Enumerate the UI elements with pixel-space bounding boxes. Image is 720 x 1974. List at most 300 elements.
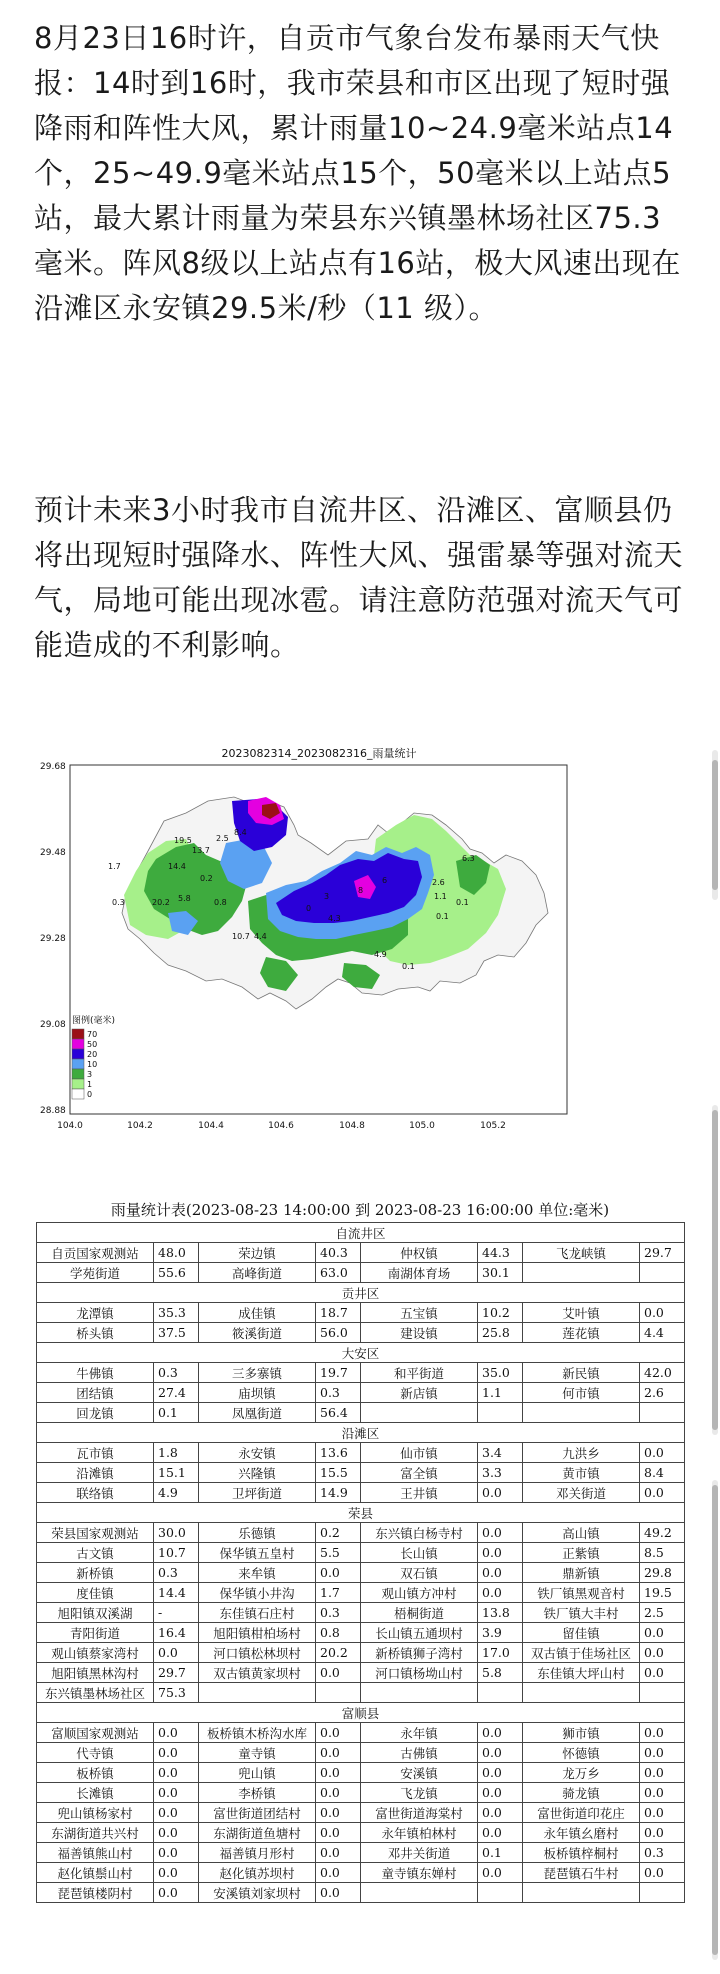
x-tick-label: 104.2 (127, 1121, 153, 1131)
rainfall-value-cell: 35.0 (478, 1363, 523, 1383)
legend-title: 图例(毫米) (72, 1016, 116, 1026)
station-name-cell: 东兴镇墨林场社区 (37, 1683, 154, 1703)
table-row (37, 1263, 685, 1283)
station-name-cell: 乐德镇 (199, 1523, 316, 1543)
station-name-cell: 旭阳镇柑柏场村 (199, 1623, 316, 1643)
table-row (37, 1863, 685, 1883)
table-row (37, 1643, 685, 1663)
station-label: 19.5 (174, 836, 192, 845)
station-name-cell: 王井镇 (361, 1483, 478, 1503)
rainfall-value-cell: 3.4 (478, 1443, 523, 1463)
rainfall-value-cell: 0.0 (478, 1803, 523, 1823)
legend-swatch (72, 1049, 84, 1059)
station-name-cell: 牛佛镇 (37, 1363, 154, 1383)
station-name-cell: 李桥镇 (199, 1783, 316, 1803)
x-tick-label: 104.8 (339, 1121, 365, 1131)
section-header-row (37, 1703, 685, 1723)
table-row (37, 1823, 685, 1843)
station-name-cell: 板桥镇木桥沟水库 (199, 1723, 316, 1743)
rainfall-value-cell: 15.5 (316, 1463, 361, 1483)
rainfall-value-cell: 0.0 (478, 1763, 523, 1783)
rainfall-value-cell: 0.0 (316, 1563, 361, 1583)
station-name-cell: 保华镇小井沟 (199, 1583, 316, 1603)
station-name-cell: 东湖街道鱼塘村 (199, 1823, 316, 1843)
rainfall-value-cell: 0.0 (640, 1783, 685, 1803)
station-name-cell: 桥头镇 (37, 1323, 154, 1343)
station-label: 4.3 (328, 914, 341, 923)
y-tick-label: 29.28 (40, 934, 66, 944)
rainfall-value-cell (316, 1683, 361, 1703)
station-name-cell: 观山镇方冲村 (361, 1583, 478, 1603)
rainfall-value-cell: 14.9 (316, 1483, 361, 1503)
station-name-cell: 自贡国家观测站 (37, 1243, 154, 1263)
rainfall-value-cell: 0.0 (640, 1623, 685, 1643)
rainfall-value-cell: 63.0 (316, 1263, 361, 1283)
rainfall-value-cell (640, 1683, 685, 1703)
station-name-cell: 新民镇 (523, 1363, 640, 1383)
rainfall-value-cell: 10.7 (154, 1543, 199, 1563)
rainfall-value-cell: 0.0 (316, 1883, 361, 1903)
station-name-cell: 双古镇于佳场社区 (523, 1643, 640, 1663)
station-name-cell: 莲花镇 (523, 1323, 640, 1343)
rainfall-value-cell: 27.4 (154, 1383, 199, 1403)
table-row (37, 1803, 685, 1823)
station-name-cell: 怀德镇 (523, 1743, 640, 1763)
scrollbar-thumb-3[interactable] (712, 1485, 718, 1955)
rainfall-map-figure (36, 743, 676, 1141)
rainfall-value-cell: 15.1 (154, 1463, 199, 1483)
rainfall-value-cell: 8.5 (640, 1543, 685, 1563)
station-label: 6.3 (462, 854, 475, 863)
rainfall-value-cell: 3.9 (478, 1623, 523, 1643)
rainfall-value-cell (478, 1883, 523, 1903)
table-row (37, 1543, 685, 1563)
rainfall-value-cell: 10.2 (478, 1303, 523, 1323)
table-row (37, 1563, 685, 1583)
rainfall-value-cell: 1.1 (478, 1383, 523, 1403)
station-name-cell: 艾叶镇 (523, 1303, 640, 1323)
station-name-cell: 富世街道印花庄 (523, 1803, 640, 1823)
rainfall-value-cell: 0.0 (478, 1543, 523, 1563)
rainfall-value-cell: 0.0 (640, 1483, 685, 1503)
section-header-row (37, 1503, 685, 1523)
station-name-cell (523, 1683, 640, 1703)
table-row (37, 1443, 685, 1463)
station-name-cell: 安溪镇刘家坝村 (199, 1883, 316, 1903)
table-caption: 雨量统计表(2023-08-23 14:00:00 到 2023-08-23 16:00:00 单位:毫米) (110, 1201, 610, 1219)
station-name-cell: 狮市镇 (523, 1723, 640, 1743)
station-name-cell: 来牟镇 (199, 1563, 316, 1583)
table-row (37, 1743, 685, 1763)
rainfall-value-cell: 0.0 (316, 1663, 361, 1683)
station-name-cell: 仙市镇 (361, 1443, 478, 1463)
station-name-cell: 河口镇杨坳山村 (361, 1663, 478, 1683)
rainfall-value-cell: 0.0 (154, 1723, 199, 1743)
rainfall-value-cell: 40.3 (316, 1243, 361, 1263)
table-row (37, 1843, 685, 1863)
station-label: 8.4 (234, 828, 247, 837)
station-name-cell: 庙坝镇 (199, 1383, 316, 1403)
x-tick-label: 104.0 (57, 1121, 83, 1131)
rainfall-value-cell: 0.0 (640, 1863, 685, 1883)
station-name-cell: 骑龙镇 (523, 1783, 640, 1803)
station-name-cell: 鼎新镇 (523, 1563, 640, 1583)
station-name-cell: 南湖体育场 (361, 1263, 478, 1283)
rainfall-value-cell: 5.8 (478, 1663, 523, 1683)
station-name-cell: 青阳街道 (37, 1623, 154, 1643)
rainfall-value-cell: 3.3 (478, 1463, 523, 1483)
table-row (37, 1463, 685, 1483)
rainfall-value-cell: 5.5 (316, 1543, 361, 1563)
y-tick-label: 29.48 (40, 848, 66, 858)
rainfall-value-cell: 0.0 (640, 1443, 685, 1463)
table-row (37, 1583, 685, 1603)
x-tick-label: 105.2 (480, 1121, 506, 1131)
station-name-cell: 凤凰街道 (199, 1403, 316, 1423)
rainfall-value-cell (478, 1683, 523, 1703)
station-name-cell: 飞龙峡镇 (523, 1243, 640, 1263)
table-row (37, 1483, 685, 1503)
rainfall-value-cell: 49.2 (640, 1523, 685, 1543)
station-name-cell: 代寺镇 (37, 1743, 154, 1763)
station-name-cell: 旭阳镇双溪湖 (37, 1603, 154, 1623)
station-label: 0.1 (402, 962, 415, 971)
rainfall-value-cell: 0.0 (478, 1523, 523, 1543)
rainfall-value-cell: 0.0 (154, 1863, 199, 1883)
station-name-cell: 邓井关街道 (361, 1843, 478, 1863)
rainfall-value-cell: 8.4 (640, 1463, 685, 1483)
rainfall-value-cell: 20.2 (316, 1643, 361, 1663)
rainfall-value-cell: 0.3 (316, 1383, 361, 1403)
station-name-cell (361, 1883, 478, 1903)
rainfall-table-block (36, 1198, 684, 1903)
table-row (37, 1723, 685, 1743)
station-name-cell: 琵琶镇石牛村 (523, 1863, 640, 1883)
rainfall-value-cell: 0.0 (316, 1723, 361, 1743)
section-name: 自流井区 (37, 1223, 685, 1243)
station-name-cell: 度佳镇 (37, 1583, 154, 1603)
station-name-cell: 联络镇 (37, 1483, 154, 1503)
rainfall-value-cell: 44.3 (478, 1243, 523, 1263)
rainfall-value-cell (640, 1263, 685, 1283)
station-name-cell: 赵化镇鬃山村 (37, 1863, 154, 1883)
station-name-cell: 双古镇黄家坝村 (199, 1663, 316, 1683)
rainfall-value-cell: 29.8 (640, 1563, 685, 1583)
station-name-cell: 长山镇五通坝村 (361, 1623, 478, 1643)
station-name-cell: 古文镇 (37, 1543, 154, 1563)
scrollbar-thumb-2[interactable] (712, 1110, 718, 1430)
rainfall-value-cell: 0.0 (154, 1763, 199, 1783)
rainfall-value-cell: 0.0 (154, 1743, 199, 1763)
station-name-cell: 荣边镇 (199, 1243, 316, 1263)
rainfall-value-cell: 0.3 (154, 1363, 199, 1383)
station-name-cell: 双石镇 (361, 1563, 478, 1583)
station-name-cell: 琵琶镇楼阴村 (37, 1883, 154, 1903)
rainfall-value-cell: 14.4 (154, 1583, 199, 1603)
rainfall-value-cell: 1.8 (154, 1443, 199, 1463)
table-row (37, 1243, 685, 1263)
station-name-cell: 瓦市镇 (37, 1443, 154, 1463)
station-label: 0.8 (214, 898, 227, 907)
station-label: 5.8 (178, 894, 191, 903)
rainfall-value-cell: 0.0 (478, 1723, 523, 1743)
station-label: 4.4 (254, 932, 267, 941)
station-name-cell: 童寺镇 (199, 1743, 316, 1763)
station-label: 20.2 (152, 898, 170, 907)
station-name-cell: 黄市镇 (523, 1463, 640, 1483)
station-name-cell: 兴隆镇 (199, 1463, 316, 1483)
section-header-row (37, 1343, 685, 1363)
station-name-cell (523, 1403, 640, 1423)
rainfall-value-cell: 0.0 (640, 1723, 685, 1743)
station-name-cell: 永年镇幺磨村 (523, 1823, 640, 1843)
y-tick-label: 29.68 (40, 762, 66, 772)
station-name-cell: 留佳镇 (523, 1623, 640, 1643)
rainfall-value-cell: 0.0 (478, 1783, 523, 1803)
table-row (37, 1663, 685, 1683)
rainfall-value-cell: 0.0 (478, 1863, 523, 1883)
section-header-row (37, 1283, 685, 1303)
station-name-cell: 福善镇熊山村 (37, 1843, 154, 1863)
rainfall-value-cell: - (154, 1603, 199, 1623)
rainfall-value-cell: 17.0 (478, 1643, 523, 1663)
station-name-cell: 河口镇松林坝村 (199, 1643, 316, 1663)
section-name: 沿滩区 (37, 1423, 685, 1443)
table-row (37, 1323, 685, 1343)
station-name-cell: 团结镇 (37, 1383, 154, 1403)
rainfall-value-cell: 29.7 (154, 1663, 199, 1683)
station-label: 1.1 (434, 892, 447, 901)
table-row (37, 1363, 685, 1383)
legend-swatch (72, 1079, 84, 1089)
x-tick-label: 104.6 (268, 1121, 294, 1131)
rainfall-value-cell: 0.3 (316, 1603, 361, 1623)
x-tick-label: 105.0 (409, 1121, 435, 1131)
rainfall-value-cell: 0.0 (478, 1563, 523, 1583)
rainfall-value-cell: 30.1 (478, 1263, 523, 1283)
rainfall-value-cell: 0.0 (478, 1583, 523, 1603)
rainfall-value-cell: 0.0 (316, 1863, 361, 1883)
station-name-cell: 东佳镇石庄村 (199, 1603, 316, 1623)
rainfall-value-cell: 0.0 (640, 1643, 685, 1663)
rainfall-value-cell: 25.8 (478, 1323, 523, 1343)
rainfall-value-cell: 55.6 (154, 1263, 199, 1283)
station-name-cell: 保华镇五皇村 (199, 1543, 316, 1563)
station-name-cell: 邓关街道 (523, 1483, 640, 1503)
station-name-cell: 新桥镇 (37, 1563, 154, 1583)
rainfall-value-cell: 0.0 (154, 1643, 199, 1663)
rainfall-value-cell: 4.4 (640, 1323, 685, 1343)
station-name-cell: 富顺国家观测站 (37, 1723, 154, 1743)
station-name-cell: 福善镇月形村 (199, 1843, 316, 1863)
table-row (37, 1763, 685, 1783)
section-name: 贡井区 (37, 1283, 685, 1303)
station-name-cell: 五宝镇 (361, 1303, 478, 1323)
rainfall-value-cell: 0.0 (316, 1843, 361, 1863)
station-name-cell: 赵化镇苏坝村 (199, 1863, 316, 1883)
station-name-cell: 正紫镇 (523, 1543, 640, 1563)
x-tick-label: 104.4 (198, 1121, 224, 1131)
rainfall-value-cell: 0.0 (640, 1743, 685, 1763)
station-label: 4.9 (374, 950, 387, 959)
station-label: 0.1 (456, 898, 469, 907)
station-label: 2.5 (216, 834, 229, 843)
legend-label: 0 (87, 1090, 93, 1099)
table-row (37, 1603, 685, 1623)
section-header-row (37, 1223, 685, 1243)
rainfall-value-cell: 0.0 (316, 1783, 361, 1803)
station-label: 14.4 (168, 862, 186, 871)
station-name-cell (523, 1883, 640, 1903)
rainfall-value-cell: 0.0 (154, 1823, 199, 1843)
station-name-cell: 永安镇 (199, 1443, 316, 1463)
rainfall-value-cell: 0.0 (640, 1763, 685, 1783)
rainfall-value-cell (640, 1403, 685, 1423)
rainfall-value-cell: 42.0 (640, 1363, 685, 1383)
rainfall-value-cell: 2.6 (640, 1383, 685, 1403)
rainfall-value-cell: 0.1 (154, 1403, 199, 1423)
rainfall-value-cell: 0.3 (640, 1843, 685, 1863)
article-paragraph-2: 预计未来3小时我市自流井区、沿滩区、富顺县仍将出现短时强降水、阵性大风、强雷暴等强对流天气，局地可能出现冰雹。请注意防范强对流天气可能造成的不利影响。 (34, 493, 684, 662)
rainfall-value-cell: 0.0 (316, 1803, 361, 1823)
rainfall-value-cell: 1.7 (316, 1583, 361, 1603)
y-tick-label: 29.08 (40, 1020, 66, 1030)
x-axis (57, 1121, 506, 1131)
station-label: 8 (358, 886, 364, 895)
rainfall-value-cell: 56.0 (316, 1323, 361, 1343)
rainfall-value-cell: 0.2 (316, 1523, 361, 1543)
map-title: 2023082314_2023082316_雨量统计 (221, 747, 417, 760)
rainfall-value-cell: 0.8 (316, 1623, 361, 1643)
table-row (37, 1683, 685, 1703)
rainfall-value-cell: 18.7 (316, 1303, 361, 1323)
station-name-cell: 高峰街道 (199, 1263, 316, 1283)
section-name: 大安区 (37, 1343, 685, 1363)
station-name-cell: 长山镇 (361, 1543, 478, 1563)
rainfall-value-cell: 4.9 (154, 1483, 199, 1503)
rainfall-value-cell: 0.0 (316, 1743, 361, 1763)
rainfall-value-cell: 0.0 (154, 1783, 199, 1803)
station-label: 1.7 (108, 862, 121, 871)
station-label: 6 (382, 876, 388, 885)
station-name-cell: 东佳镇大坪山村 (523, 1663, 640, 1683)
station-name-cell: 永年镇柏林村 (361, 1823, 478, 1843)
rainfall-value-cell: 56.4 (316, 1403, 361, 1423)
rainfall-value-cell: 0.0 (478, 1743, 523, 1763)
station-label: 2.6 (432, 878, 445, 887)
rainfall-value-cell: 0.0 (478, 1823, 523, 1843)
station-label: 0 (306, 904, 312, 913)
legend-swatch (72, 1069, 84, 1079)
rainfall-value-cell: 0.0 (154, 1843, 199, 1863)
rainfall-value-cell: 0.0 (316, 1823, 361, 1843)
station-name-cell: 成佳镇 (199, 1303, 316, 1323)
station-name-cell: 回龙镇 (37, 1403, 154, 1423)
station-name-cell: 板桥镇梓桐村 (523, 1843, 640, 1863)
rainfall-value-cell: 0.0 (154, 1803, 199, 1823)
station-name-cell: 九洪乡 (523, 1443, 640, 1463)
station-label: 0.2 (200, 874, 213, 883)
table-row (37, 1523, 685, 1543)
station-name-cell: 永年镇 (361, 1723, 478, 1743)
station-name-cell: 富世街道海棠村 (361, 1803, 478, 1823)
scrollbar-thumb-1[interactable] (712, 760, 718, 890)
legend-label: 3 (87, 1070, 93, 1079)
rainfall-value-cell: 0.0 (316, 1763, 361, 1783)
legend-swatch (72, 1059, 84, 1069)
rainfall-value-cell: 0.0 (640, 1303, 685, 1323)
legend-label: 10 (87, 1060, 98, 1069)
rainfall-value-cell: 2.5 (640, 1603, 685, 1623)
rainfall-value-cell: 13.6 (316, 1443, 361, 1463)
rainfall-value-cell (478, 1403, 523, 1423)
rainfall-value-cell: 75.3 (154, 1683, 199, 1703)
station-name-cell: 荣县国家观测站 (37, 1523, 154, 1543)
station-name-cell: 仲权镇 (361, 1243, 478, 1263)
table-row (37, 1403, 685, 1423)
table-row (37, 1783, 685, 1803)
section-header-row (37, 1423, 685, 1443)
station-name-cell: 何市镇 (523, 1383, 640, 1403)
rainfall-value-cell: 0.0 (154, 1883, 199, 1903)
station-name-cell: 龙万乡 (523, 1763, 640, 1783)
rainfall-value-cell: 0.0 (640, 1803, 685, 1823)
station-label: 3 (324, 892, 330, 901)
rainfall-value-cell: 0.0 (640, 1663, 685, 1683)
station-name-cell: 学苑街道 (37, 1263, 154, 1283)
station-name-cell: 兜山镇杨家村 (37, 1803, 154, 1823)
station-name-cell: 龙潭镇 (37, 1303, 154, 1323)
legend-label: 20 (87, 1050, 98, 1059)
legend-label: 50 (87, 1040, 98, 1049)
station-name-cell: 富世街道团结村 (199, 1803, 316, 1823)
rainfall-map (36, 743, 676, 1141)
legend-swatch (72, 1039, 84, 1049)
rainfall-value-cell: 0.0 (478, 1483, 523, 1503)
station-name-cell: 和平街道 (361, 1363, 478, 1383)
rainfall-value-cell: 30.0 (154, 1523, 199, 1543)
table-row (37, 1883, 685, 1903)
section-name: 荣县 (37, 1503, 685, 1523)
station-name-cell: 高山镇 (523, 1523, 640, 1543)
station-label: 0.1 (436, 912, 449, 921)
station-label: 10.7 (232, 932, 250, 941)
rainfall-value-cell: 19.7 (316, 1363, 361, 1383)
station-name-cell: 旭阳镇黑林沟村 (37, 1663, 154, 1683)
table-row (37, 1303, 685, 1323)
station-name-cell: 建设镇 (361, 1323, 478, 1343)
rainfall-value-cell: 13.8 (478, 1603, 523, 1623)
legend-label: 1 (87, 1080, 93, 1089)
station-name-cell: 古佛镇 (361, 1743, 478, 1763)
station-name-cell: 新店镇 (361, 1383, 478, 1403)
station-name-cell (361, 1403, 478, 1423)
rainfall-value-cell: 0.0 (640, 1823, 685, 1843)
rainfall-value-cell (640, 1883, 685, 1903)
station-name-cell: 筱溪街道 (199, 1323, 316, 1343)
station-name-cell: 长滩镇 (37, 1783, 154, 1803)
station-name-cell: 富全镇 (361, 1463, 478, 1483)
station-name-cell: 三多寨镇 (199, 1363, 316, 1383)
station-name-cell (361, 1683, 478, 1703)
station-name-cell: 童寺镇东婵村 (361, 1863, 478, 1883)
station-name-cell: 安溪镇 (361, 1763, 478, 1783)
station-label: 0.3 (112, 898, 125, 907)
station-name-cell: 铁厂镇大丰村 (523, 1603, 640, 1623)
rainfall-table (36, 1222, 685, 1903)
station-name-cell (523, 1263, 640, 1283)
station-name-cell: 卫坪街道 (199, 1483, 316, 1503)
